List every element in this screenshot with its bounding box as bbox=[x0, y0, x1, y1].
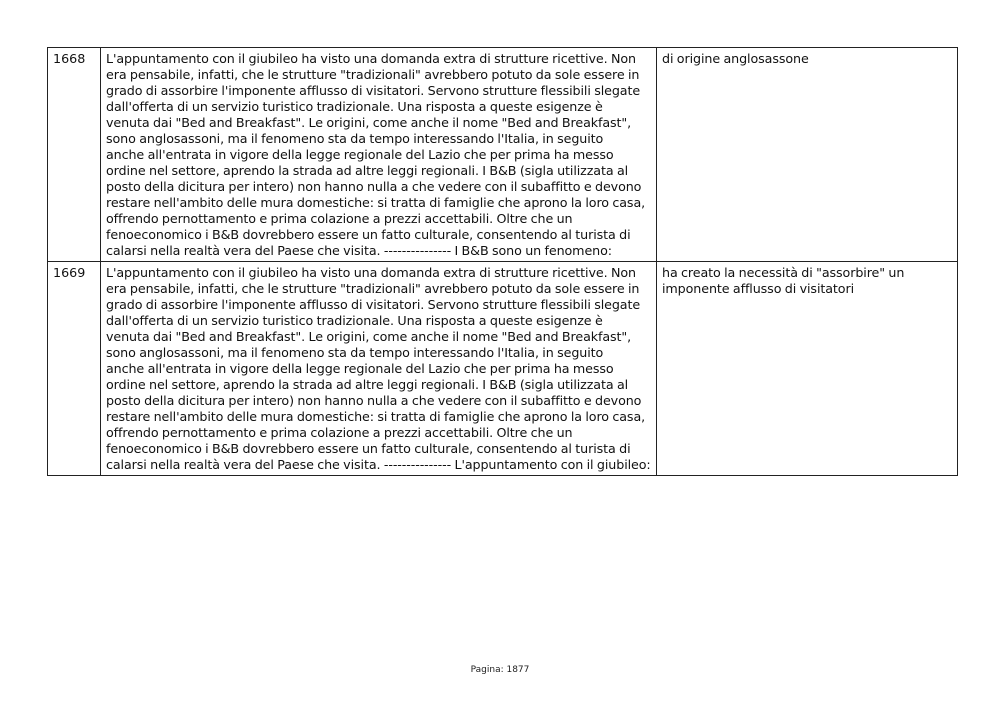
answer-text: di origine anglosassone bbox=[657, 48, 958, 262]
text-line: venuta dai "Bed and Breakfast". Le origini, come anche il nome "Bed and Breakfast", bbox=[106, 329, 632, 344]
text-line: calarsi nella realtà vera del Paese che visita. --------------- I B&B sono un fenomeno: bbox=[106, 243, 612, 258]
text-line: era pensabile, infatti, che le strutture "tradizionali" avrebbero potuto da sole essere in bbox=[106, 281, 640, 296]
text-line: grado di assorbire l'imponente afflusso di visitatori. Servono strutture flessibili slegate bbox=[106, 297, 641, 312]
text-line: calarsi nella realtà vera del Paese che visita. --------------- L'appuntamento con il giubileo: bbox=[106, 457, 651, 472]
question-text bbox=[101, 262, 657, 476]
text-line: posto della dicitura per intero) non hanno nulla a che vedere con il subaffitto e devono bbox=[106, 393, 642, 408]
text-line: era pensabile, infatti, che le strutture "tradizionali" avrebbero potuto da sole essere in bbox=[106, 67, 640, 82]
text-line: dall'offerta di un servizio turistico tradizionale. Una risposta a queste esigenze è bbox=[106, 313, 603, 328]
text-line: posto della dicitura per intero) non hanno nulla a che vedere con il subaffitto e devono bbox=[106, 179, 642, 194]
text-line: fenoeconomico i B&B dovrebbero essere un fatto culturale, consentendo al turista di bbox=[106, 227, 631, 242]
text-line: sono anglosassoni, ma il fenomeno sta da tempo interessando l'Italia, in seguito bbox=[106, 345, 604, 360]
text-line: offrendo pernottamento e prima colazione a prezzi accettabili. Oltre che un bbox=[106, 425, 573, 440]
question-text bbox=[101, 48, 657, 262]
question-number: 1669 bbox=[48, 262, 101, 476]
text-line: ordine nel settore, aprendo la strada ad altre leggi regionali. I B&B (sigla utilizzata al bbox=[106, 377, 629, 392]
text-line: restare nell'ambito delle mura domestiche: si tratta di famiglie che aprono la loro casa, bbox=[106, 409, 646, 424]
text-line: restare nell'ambito delle mura domestiche: si tratta di famiglie che aprono la loro casa, bbox=[106, 195, 646, 210]
table-row bbox=[48, 48, 958, 262]
text-line: venuta dai "Bed and Breakfast". Le origini, come anche il nome "Bed and Breakfast", bbox=[106, 115, 632, 130]
text-line: anche all'entrata in vigore della legge regionale del Lazio che per prima ha messo bbox=[106, 361, 614, 376]
text-line: ordine nel settore, aprendo la strada ad altre leggi regionali. I B&B (sigla utilizzata al bbox=[106, 163, 629, 178]
text-line: grado di assorbire l'imponente afflusso di visitatori. Servono strutture flessibili slegate bbox=[106, 83, 641, 98]
text-line: anche all'entrata in vigore della legge regionale del Lazio che per prima ha messo bbox=[106, 147, 614, 162]
text-line: fenoeconomico i B&B dovrebbero essere un fatto culturale, consentendo al turista di bbox=[106, 441, 631, 456]
answer-text: ha creato la necessità di "assorbire" un imponente afflusso di visitatori bbox=[657, 262, 958, 476]
text-line: dall'offerta di un servizio turistico tradizionale. Una risposta a queste esigenze è bbox=[106, 99, 603, 114]
text-line: L'appuntamento con il giubileo ha visto una domanda extra di strutture ricettive. Non bbox=[106, 265, 636, 280]
table-row bbox=[48, 262, 958, 476]
page-number: Pagina: 1877 bbox=[470, 665, 530, 675]
text-line: offrendo pernottamento e prima colazione a prezzi accettabili. Oltre che un bbox=[106, 211, 573, 226]
question-number: 1668 bbox=[48, 48, 101, 262]
text-line: sono anglosassoni, ma il fenomeno sta da tempo interessando l'Italia, in seguito bbox=[106, 131, 604, 146]
question-table bbox=[47, 47, 958, 476]
text-line: L'appuntamento con il giubileo ha visto una domanda extra di strutture ricettive. Non bbox=[106, 51, 636, 66]
